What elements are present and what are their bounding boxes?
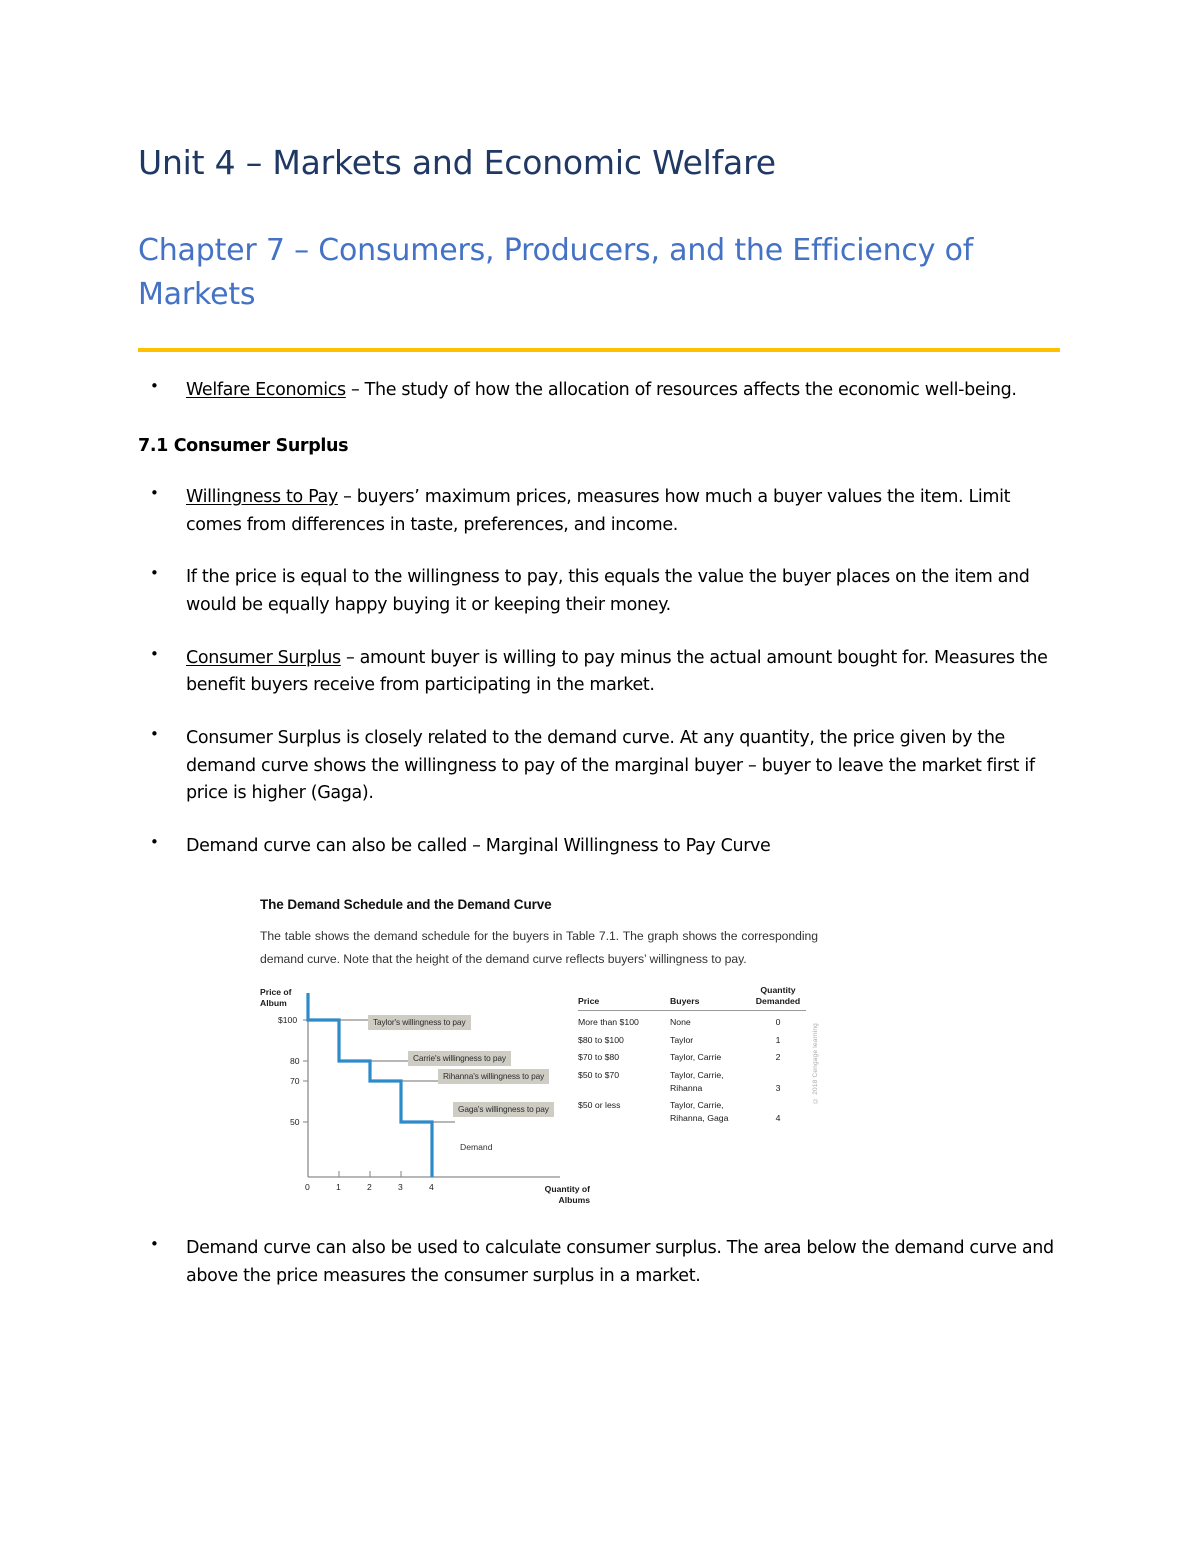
callout-carrie-wtp: Carrie's willingness to pay bbox=[408, 1051, 511, 1066]
table-row bbox=[578, 1094, 806, 1124]
cell-buyers: Taylor, Carrie bbox=[670, 1052, 722, 1063]
callout-taylor-wtp: Taylor's willingness to pay bbox=[368, 1015, 471, 1030]
figure-caption: The table shows the demand schedule for the buyers in Table 7.1. The graph shows the corresponding demand curve. Note that the height of the demand curve reflects buyers’ willingness to pay. bbox=[260, 928, 818, 966]
cell-quantity: 0 bbox=[775, 1017, 781, 1028]
unit-title: Unit 4 – Markets and Economic Welfare bbox=[138, 143, 776, 182]
bullet-price-equals-wtp: • If the price is equal to the willingness to pay, this equals the value the buyer places on the item and would be equally happy buying it or keeping their money. bbox=[138, 564, 1062, 619]
cell-buyers: Taylor bbox=[670, 1034, 694, 1045]
copyright-watermark: © 2018 Cengage learning bbox=[812, 1023, 819, 1105]
col-header-price: Price bbox=[578, 985, 670, 1010]
page-content bbox=[138, 0, 1062, 1291]
bullet-welfare-economics-text: – The study of how the allocation of resources affects the economic well-being. bbox=[345, 380, 1017, 401]
cell-buyers: Taylor, Carrie, Rihanna, Gaga bbox=[670, 1100, 729, 1123]
term-willingness-to-pay: Willingness to Pay bbox=[186, 487, 338, 508]
callout-rihanna-wtp: Rihanna's willingness to pay bbox=[438, 1069, 549, 1084]
bullet-surplus-demand-curve: • Consumer Surplus is closely related to the demand curve. At any quantity, the price given by the demand curve shows the willingness to pay of the marginal buyer – buyer to leave the market first if price is higher (Gaga). bbox=[138, 725, 1062, 808]
table-row bbox=[578, 1064, 806, 1094]
demand-curve-label: Demand bbox=[460, 1142, 493, 1153]
cell-price: $70 to $80 bbox=[578, 1052, 620, 1063]
cell-buyers: None bbox=[670, 1017, 691, 1028]
demand-schedule-table bbox=[578, 985, 806, 1124]
x-tick-0: 0 bbox=[305, 1182, 310, 1193]
y-tick-70: 70 bbox=[290, 1076, 300, 1087]
bullet-consumer-surplus bbox=[138, 645, 1062, 700]
table-body bbox=[578, 1011, 806, 1125]
table-row bbox=[578, 1029, 806, 1047]
x-axis-label: Quantity of Albums bbox=[544, 1184, 590, 1206]
y-tick-50: 50 bbox=[290, 1117, 300, 1128]
x-tick-2: 2 bbox=[367, 1182, 372, 1193]
gold-divider bbox=[138, 348, 1060, 352]
cell-quantity: 4 bbox=[775, 1112, 781, 1123]
bullet-willingness-to-pay-text: – buyers’ maximum prices, measures how much a buyer values the item. Limit comes from differences in taste, preferences, and income. bbox=[186, 487, 1011, 535]
callout-gaga-wtp: Gaga's willingness to pay bbox=[453, 1102, 554, 1117]
x-tick-1: 1 bbox=[336, 1182, 341, 1193]
chapter-title: Chapter 7 – Consumers, Producers, and the Efficiency of Markets bbox=[138, 233, 974, 312]
cell-price: $80 to $100 bbox=[578, 1034, 624, 1045]
col-header-buyers: Buyers bbox=[670, 985, 750, 1010]
demand-curve-chart bbox=[260, 985, 590, 1210]
bullet-marginal-wtp-curve: • Demand curve can also be called – Marginal Willingness to Pay Curve bbox=[138, 833, 1062, 861]
table-head bbox=[578, 985, 806, 1010]
term-consumer-surplus: Consumer Surplus bbox=[186, 647, 341, 668]
bullet-willingness-to-pay bbox=[138, 484, 1062, 539]
table-row bbox=[578, 1046, 806, 1064]
y-tick-80: 80 bbox=[290, 1056, 300, 1067]
notes-list-3 bbox=[138, 1235, 1062, 1290]
bullet-calculate-consumer-surplus: • Demand curve can also be used to calculate consumer surplus. The area below the demand curve and above the price measures the consumer surplus in a market. bbox=[138, 1235, 1062, 1290]
cell-buyers: Taylor, Carrie, Rihanna bbox=[670, 1069, 724, 1093]
y-axis-label: Price of Album bbox=[260, 987, 292, 1009]
cell-quantity: 2 bbox=[775, 1052, 781, 1063]
notes-list bbox=[138, 377, 1062, 405]
table-row bbox=[578, 1011, 806, 1029]
bullet-consumer-surplus-text: – amount buyer is willing to pay minus the actual amount bought for. Measures the benefit buyers receive from participating in the market. bbox=[186, 647, 1048, 696]
section-heading-7-1: 7.1 Consumer Surplus bbox=[138, 435, 349, 456]
cell-price: $50 or less bbox=[578, 1100, 621, 1111]
col-header-quantity-demanded: Quantity Demanded bbox=[750, 985, 806, 1010]
cell-price: More than $100 bbox=[578, 1017, 639, 1028]
bullet-welfare-economics bbox=[138, 377, 1062, 405]
y-tick-100: $100 bbox=[278, 1015, 298, 1026]
cell-quantity: 3 bbox=[775, 1082, 781, 1093]
cell-quantity: 1 bbox=[775, 1034, 781, 1045]
figure-demand-schedule bbox=[260, 897, 835, 1211]
cell-price: $50 to $70 bbox=[578, 1069, 620, 1080]
figure-body bbox=[260, 985, 835, 1210]
term-welfare-economics: Welfare Economics bbox=[186, 380, 346, 401]
table-header-row bbox=[578, 985, 806, 1010]
figure-title: The Demand Schedule and the Demand Curve bbox=[260, 896, 552, 912]
notes-list-2 bbox=[138, 484, 1062, 860]
x-tick-3: 3 bbox=[398, 1182, 403, 1193]
x-tick-4: 4 bbox=[429, 1182, 434, 1193]
